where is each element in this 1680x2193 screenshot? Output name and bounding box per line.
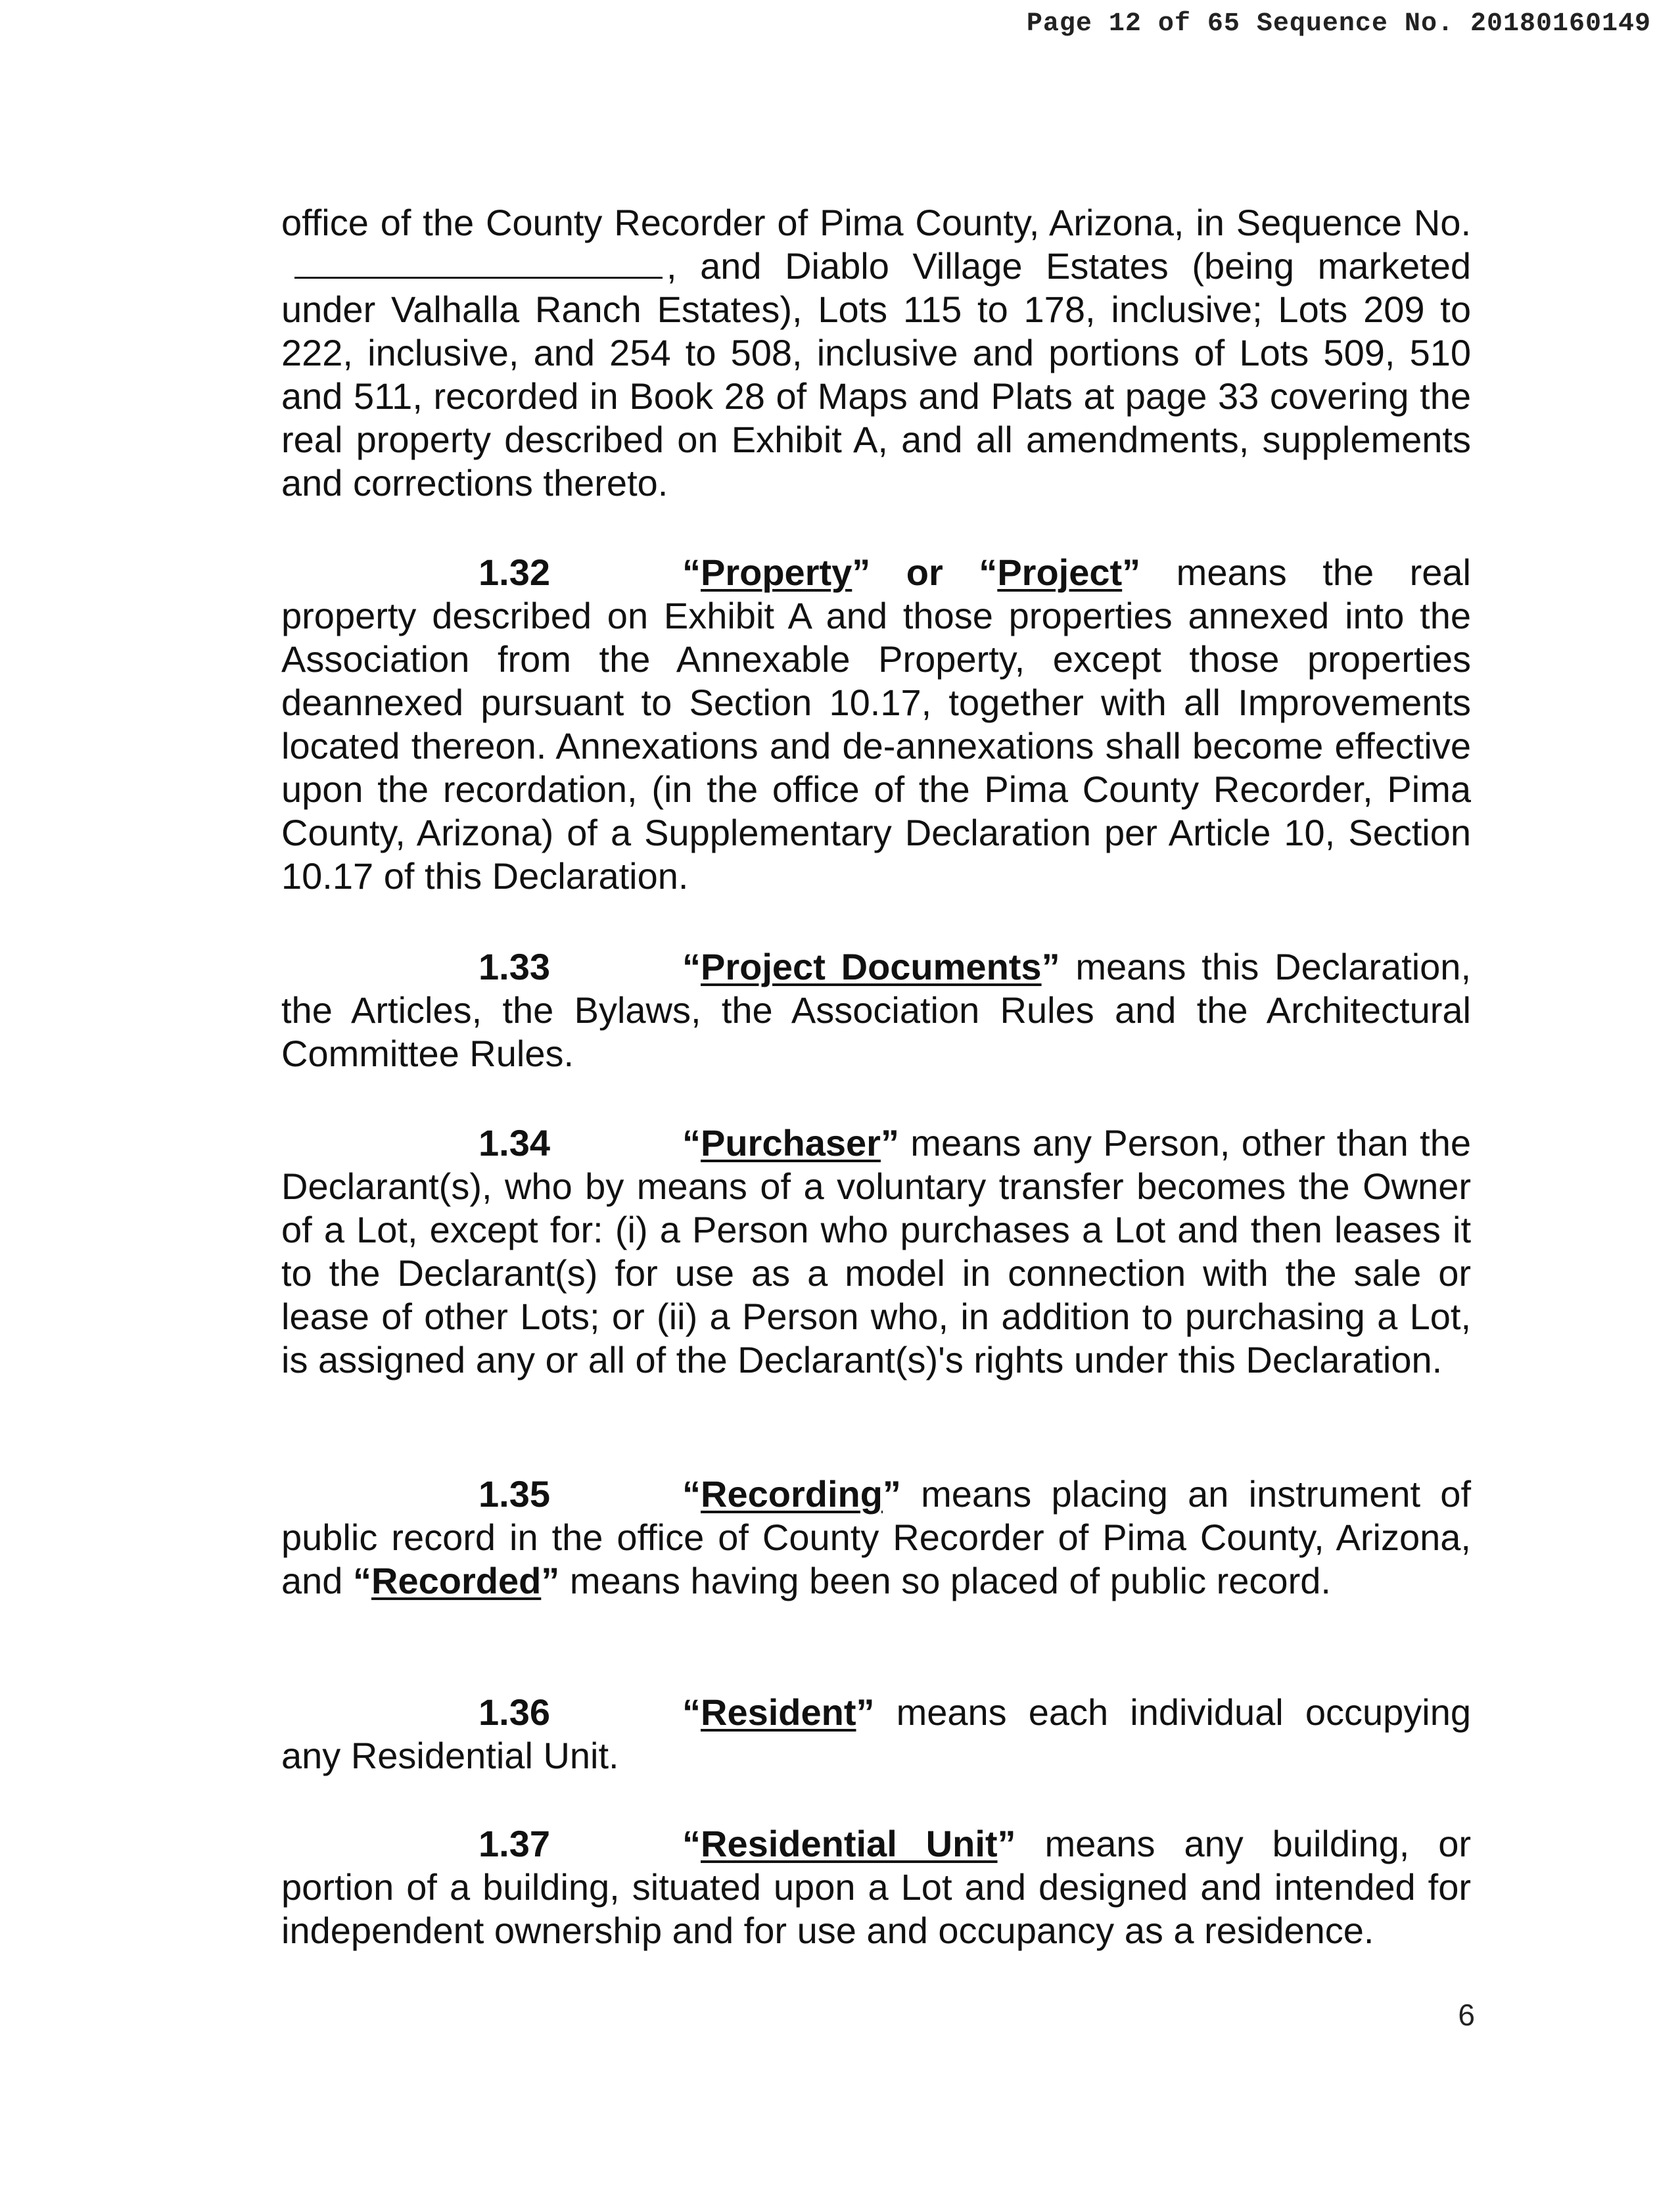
definition-text: means placing an instrument of public record in the office of County Recorder of Pima County, Arizona, and <box>281 1473 1471 1601</box>
section-1-35 <box>281 1473 1471 1603</box>
defined-term: “Purchaser” <box>682 1122 899 1164</box>
section-1-33 <box>281 945 1471 1075</box>
defined-term: “Residential Unit” <box>682 1823 1016 1864</box>
defined-term: “Recording” <box>682 1473 901 1515</box>
term-purchaser: Purchaser <box>701 1122 881 1164</box>
definition-text: means the real property described on Exhibit A and those properties annexed into the Association from the Annexable Property, except those properties deannexed pursuant to Section 10.17, together with all Improvements located thereon. Annexations and de-annexations shall become effective upon the recordation, (in the office of the Pima County Recorder, Pima County, Arizona) of a Supplementary Declaration per Article 10, Section 10.17 of this Declaration. <box>281 552 1471 897</box>
defined-term: “Project Documents” <box>682 946 1060 987</box>
defined-term: “Property” or “Project” <box>682 552 1141 593</box>
term-recorded: Recorded <box>371 1560 542 1601</box>
section-1-32 <box>281 551 1471 898</box>
intro-text: office of the County Recorder of Pima County, Arizona, in Sequence No. <box>281 202 1471 243</box>
definition-text: means any Person, other than the Declarant(s), who by means of a voluntary transfer becomes the Owner of a Lot, except for: (i) a Person who purchases a Lot and then leases it to the Declarant(s) for use as a model in connection with the sale or lease of other Lots; or (ii) a Person who, in addition to purchasing a Lot, is assigned any or all of the Declarant(s)'s rights under this Declaration. <box>281 1122 1471 1380</box>
definition-text: means any building, or portion of a building, situated upon a Lot and designed and intended for independent ownership and for use and occupancy as a residence. <box>281 1823 1472 1951</box>
term-project: Project <box>997 552 1123 593</box>
term-recording: Recording <box>701 1473 883 1515</box>
section-1-36 <box>281 1691 1471 1778</box>
intro-paragraph <box>281 201 1471 505</box>
defined-term: “Resident” <box>682 1691 875 1733</box>
intro-continuation: , and Diablo Village Estates (being marketed under Valhalla Ranch Estates), Lots 115 to 178, inclusive; Lots 209 to 222, inclusive, and 254 to 508, inclusive and portions of Lots 509, 510 and 511, recorded in Book 28 of Maps and Plats at page 33 covering the real property described on Exhibit A, and all amendments, supplements and corrections thereto. <box>281 245 1471 504</box>
definition-text: means each individual occupying any Residential Unit. <box>281 1691 1471 1776</box>
page-number: 6 <box>1458 1998 1475 2032</box>
section-number: 1.32 <box>478 552 550 593</box>
term-property: Property <box>701 552 852 593</box>
section-number: 1.33 <box>478 946 550 987</box>
term-project-documents: Project Documents <box>701 946 1042 987</box>
section-number: 1.36 <box>478 1691 550 1733</box>
section-number: 1.34 <box>478 1122 550 1164</box>
section-1-37 <box>281 1822 1471 1952</box>
definition-text: means this Declaration, the Articles, the Bylaws, the Association Rules and the Architectural Committee Rules. <box>281 946 1471 1074</box>
defined-term-secondary: “Recorded” <box>353 1560 560 1601</box>
page-header: Page 12 of 65 Sequence No. 20180160149 <box>1026 9 1651 39</box>
section-number: 1.35 <box>478 1473 550 1515</box>
sequence-blank <box>294 247 663 279</box>
section-number: 1.37 <box>478 1823 550 1864</box>
term-resident: Resident <box>701 1691 856 1733</box>
definition-text-continued: means having been so placed of public record. <box>559 1560 1331 1601</box>
term-residential-unit: Residential Unit <box>701 1823 998 1864</box>
section-1-34 <box>281 1121 1471 1382</box>
